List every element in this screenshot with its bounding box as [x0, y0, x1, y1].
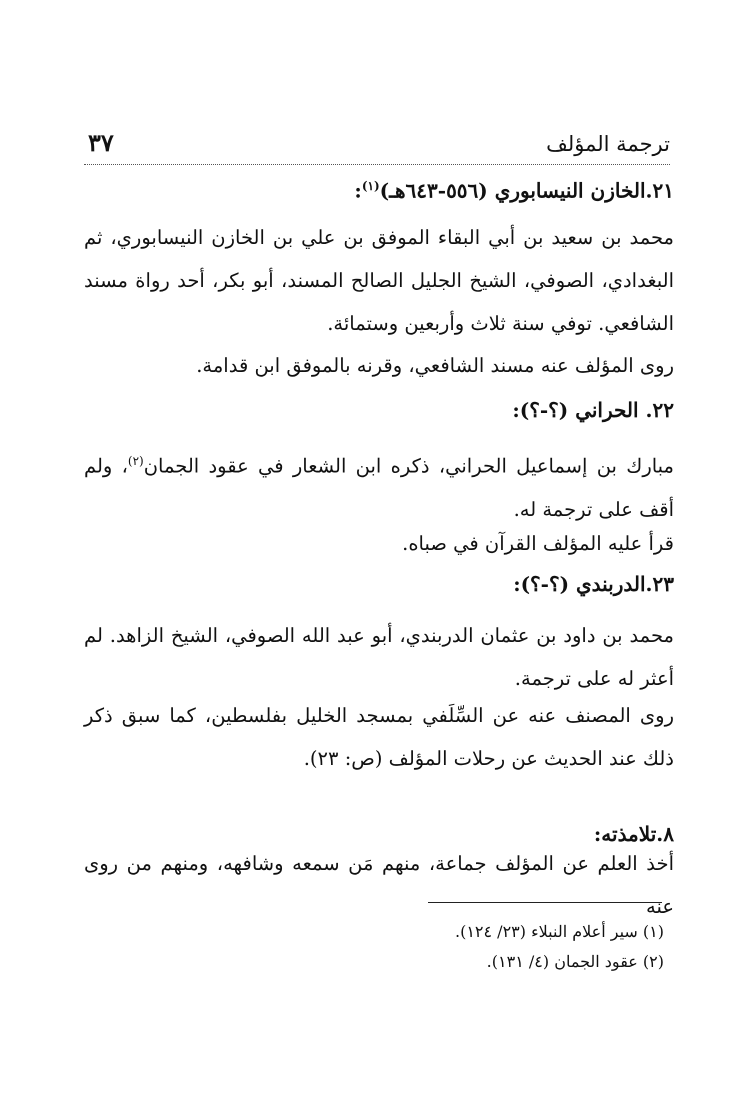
entry-23-body: محمد بن داود بن عثمان الدربندي، أبو عبد الله الصوفي، الشيخ الزاهد. لم أعثر له على ترجمة. — [84, 624, 674, 690]
entry-21-body: محمد بن سعيد بن أبي البقاء الموفق بن علي بن الخازن النيسابوري، ثم البغدادي، الصوفي، الشيخ الجليل الصالح المسند، أبو بكر، أحد رواة مسند الشافعي. توفي سنة ثلاث وأربعين وستمائة. — [84, 226, 674, 335]
entry-22-note: قرأ عليه المؤلف القرآن في صباه. — [402, 532, 674, 555]
footnote-ref-1[interactable]: (١) — [361, 179, 380, 193]
entry-23-heading: ٢٣.الدربندي (؟-؟): — [513, 572, 674, 596]
section-8-body: أخذ العلم عن المؤلف جماعة، منهم مَن سمعه وشافهه، ومنهم من روى عنه — [84, 852, 674, 918]
entry-22-body-tail: ، ولم أقف على ترجمة له. — [84, 454, 674, 521]
entry-23-note: روى المصنف عنه عن السِّلَفي بمسجد الخليل بفلسطين، كما سبق ذكر ذلك عند الحديث عن رحلات المؤلف (ص: ٢٣). — [84, 704, 674, 770]
footnote-divider — [428, 902, 662, 903]
entry-21-heading — [84, 170, 674, 207]
section-8-heading: ٨.تلامذته: — [593, 822, 674, 846]
footnote-ref-2[interactable]: (٢) — [127, 454, 144, 468]
footnote-2: (٢) عقود الجمان (٤/ ١٣١). — [486, 952, 664, 971]
page-header — [84, 128, 670, 165]
footnote-1: (١) سير أعلام النبلاء (٢٣/ ١٢٤). — [454, 922, 664, 941]
entry-21-title: ٢١.الخازن النيسابوري (٥٥٦-٦٤٣هـ) — [379, 178, 674, 203]
entry-21-colon: : — [354, 178, 362, 203]
entry-22-body — [84, 440, 714, 531]
entry-21-note: روى المؤلف عنه مسند الشافعي، وقرنه بالموفق ابن قدامة. — [196, 354, 674, 377]
running-title: ترجمة المؤلف — [546, 132, 670, 156]
entry-22-body-text: مبارك بن إسماعيل الحراني، ذكره ابن الشعار في عقود الجمان — [143, 454, 675, 478]
page-number: ٣٧ — [88, 128, 114, 157]
entry-22-heading: ٢٢. الحراني (؟-؟): — [512, 398, 674, 422]
